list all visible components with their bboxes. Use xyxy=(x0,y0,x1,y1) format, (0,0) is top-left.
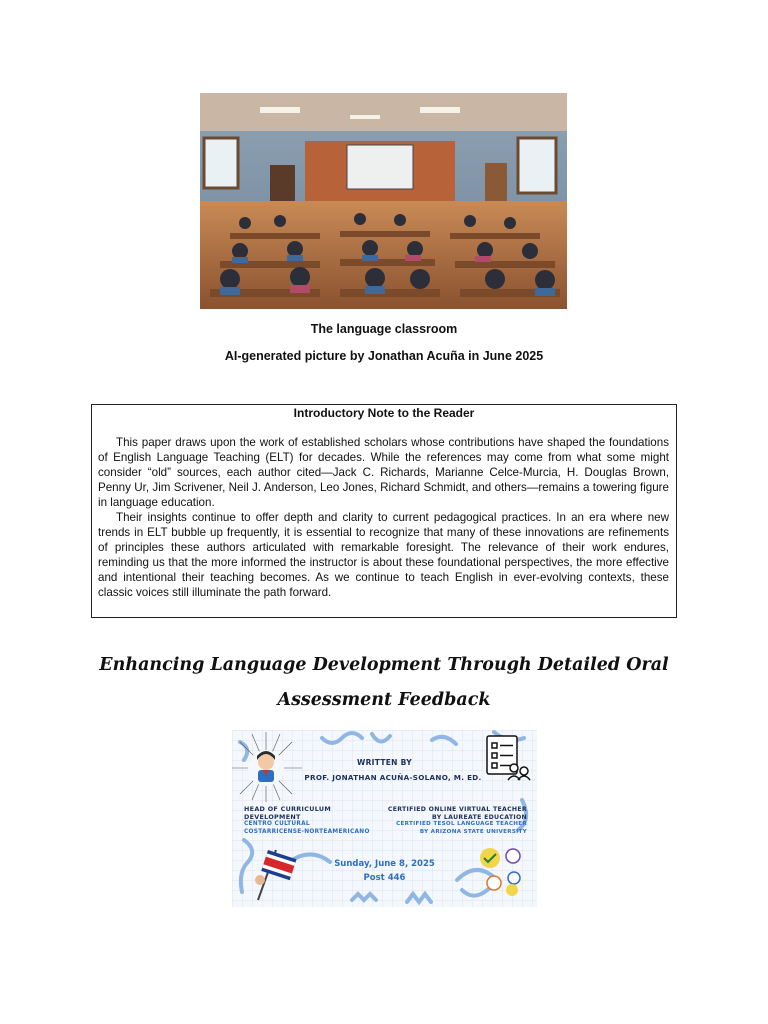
note-paragraph-2: Their insights continue to offer depth and clarity to current pedagogical practices. In an era where new trends in ELT bubble up frequently, it is essential to recognize that many of these innovations are refinements of principles these authors articulated with remarkable foresight. The relevance of their work endures, reminding us that the more informed the instructor is about these foundational perspectives, the more effective and intentional their teaching becomes. As we continue to teach English in ever-evolving contexts, these classic voices still illuminate the path forward. xyxy=(98,511,669,599)
note-title: Introductory Note to the Reader xyxy=(293,406,475,420)
role-right-line-2: BY LAUREATE EDUCATION xyxy=(432,813,527,821)
author-name: PROF. JONATHAN ACUÑA-SOLANO, M. ED. xyxy=(304,773,482,782)
introductory-note-box xyxy=(91,404,677,618)
article-title-line-2: Assessment Feedback xyxy=(277,690,491,710)
author-role-right xyxy=(388,806,527,836)
org-right-line-1: CERTIFIED TESOL LANGUAGE TEACHER xyxy=(396,821,527,827)
org-left-line-2: COSTARRICENSE-NORTEAMERICANO xyxy=(244,828,370,835)
org-right-line-2: BY ARIZONA STATE UNIVERSITY xyxy=(419,828,527,835)
role-left-line-2: DEVELOPMENT xyxy=(244,812,301,821)
publication-date: Sunday, June 8, 2025 xyxy=(334,859,435,869)
role-left-line-1: HEAD OF CURRICULUM xyxy=(244,805,331,813)
author-card xyxy=(232,730,537,907)
article-title xyxy=(80,648,688,718)
post-number: Post 446 xyxy=(363,873,406,883)
article-title-line-1: Enhancing Language Development Through Detailed Oral xyxy=(99,655,669,675)
author-role-left xyxy=(244,806,370,836)
note-paragraph-1: This paper draws upon the work of established scholars whose contributions have shaped the foundations of English Language Teaching (ELT) for decades. While the references may come from what some might consider “old” sources, each author cited—Jack C. Richards, Marianne Celce-Murcia, H. Douglas Brown, Penny Ur, Jim Scrivener, Neil J. Anderson, Leo Jones, Richard Schmidt, and others—remains a towering figure in language education. xyxy=(98,436,669,509)
figure-caption: The language classroom xyxy=(310,322,458,336)
org-left-line-1: CENTRO CULTURAL xyxy=(244,821,310,827)
figure-credit: AI-generated picture by Jonathan Acuña in June 2025 xyxy=(224,349,544,363)
role-right-line-1: CERTIFIED ONLINE VIRTUAL TEACHER xyxy=(387,806,527,813)
written-by-label: WRITTEN BY xyxy=(357,758,412,767)
classroom-illustration xyxy=(200,93,567,309)
